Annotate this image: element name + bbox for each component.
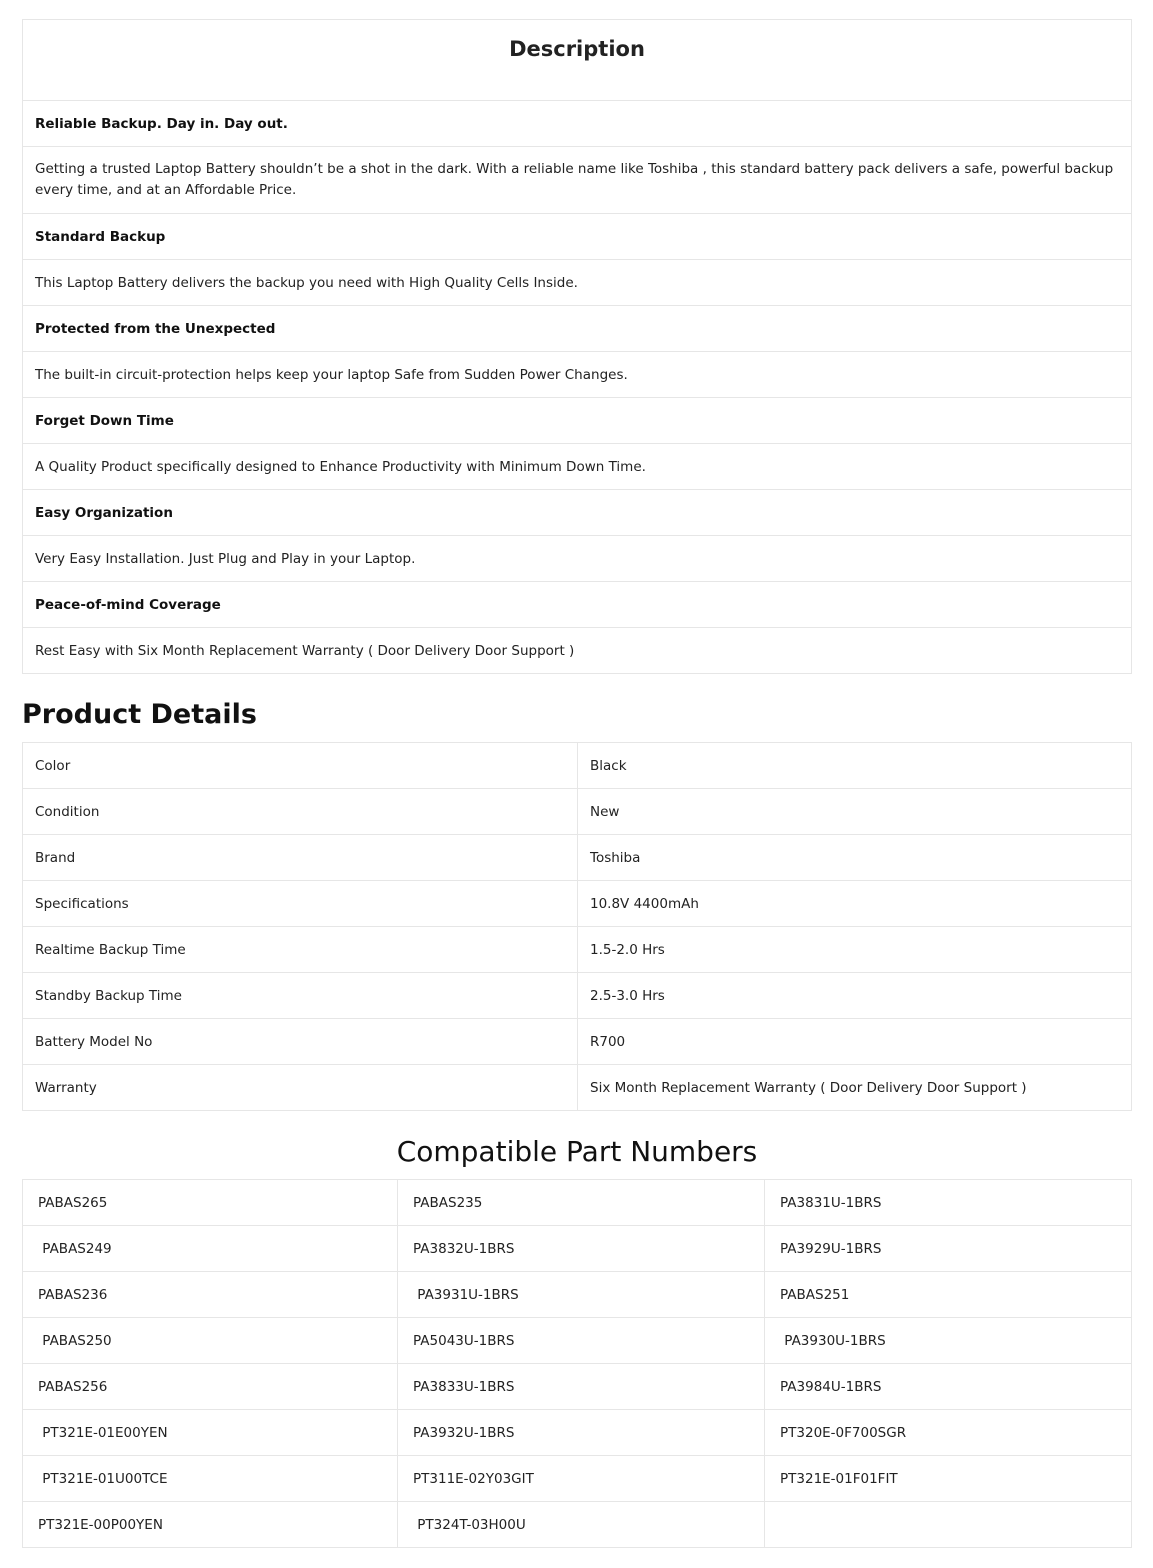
description-text-row — [23, 444, 1132, 490]
part-number — [765, 1502, 1132, 1548]
product-detail-row — [23, 789, 1132, 835]
compatible-parts-title: Compatible Part Numbers — [396, 1135, 758, 1168]
product-detail-label: Brand — [23, 835, 578, 881]
description-text-row — [23, 536, 1132, 582]
part-number: PA3832U-1BRS — [398, 1226, 765, 1272]
part-number: PT320E-0F700SGR — [765, 1410, 1132, 1456]
part-number: PA3831U-1BRS — [765, 1180, 1132, 1226]
product-detail-row — [23, 1019, 1132, 1065]
part-number: PA3984U-1BRS — [765, 1364, 1132, 1410]
compatible-parts-row — [23, 1410, 1132, 1456]
part-number: PA3932U-1BRS — [398, 1410, 765, 1456]
part-number: PABAS251 — [765, 1272, 1132, 1318]
description-text-row — [23, 352, 1132, 398]
product-detail-value: 2.5-3.0 Hrs — [578, 973, 1132, 1019]
description-text-row — [23, 260, 1132, 306]
product-detail-label: Color — [23, 743, 578, 789]
description-heading: Forget Down Time — [23, 398, 1132, 444]
description-text: The built-in circuit-protection helps keep your laptop Safe from Sudden Power Changes. — [23, 352, 1132, 398]
product-detail-row — [23, 835, 1132, 881]
part-number: PT321E-01F01FIT — [765, 1456, 1132, 1502]
product-detail-label: Condition — [23, 789, 578, 835]
description-heading: Protected from the Unexpected — [23, 306, 1132, 352]
description-text: Very Easy Installation. Just Plug and Play in your Laptop. — [23, 536, 1132, 582]
part-number: PT324T-03H00U — [398, 1502, 765, 1548]
product-detail-label: Warranty — [23, 1065, 578, 1111]
compatible-parts-row — [23, 1272, 1132, 1318]
description-title: Description — [509, 37, 645, 61]
part-number: PT311E-02Y03GIT — [398, 1456, 765, 1502]
description-text-row — [23, 147, 1132, 214]
part-number: PA3833U-1BRS — [398, 1364, 765, 1410]
compatible-parts-row — [23, 1502, 1132, 1548]
part-number: PABAS235 — [398, 1180, 765, 1226]
part-number: PABAS265 — [23, 1180, 398, 1226]
part-number: PABAS249 — [23, 1226, 398, 1272]
product-detail-label: Realtime Backup Time — [23, 927, 578, 973]
description-title-cell — [23, 20, 1132, 101]
part-number: PA3931U-1BRS — [398, 1272, 765, 1318]
product-detail-value: Black — [578, 743, 1132, 789]
product-detail-label: Battery Model No — [23, 1019, 578, 1065]
product-detail-value: 10.8V 4400mAh — [578, 881, 1132, 927]
description-heading-row — [23, 101, 1132, 147]
product-detail-label: Standby Backup Time — [23, 973, 578, 1019]
part-number: PA3930U-1BRS — [765, 1318, 1132, 1364]
description-heading-row — [23, 398, 1132, 444]
compatible-parts-table — [22, 1179, 1132, 1548]
compatible-parts-row — [23, 1226, 1132, 1272]
description-heading-row — [23, 306, 1132, 352]
part-number: PABAS250 — [23, 1318, 398, 1364]
product-detail-row — [23, 881, 1132, 927]
compatible-parts-row — [23, 1364, 1132, 1410]
product-detail-label: Specifications — [23, 881, 578, 927]
part-number: PT321E-01E00YEN — [23, 1410, 398, 1456]
description-text: A Quality Product specifically designed to Enhance Productivity with Minimum Down Time. — [23, 444, 1132, 490]
product-detail-value: Toshiba — [578, 835, 1132, 881]
description-title-row — [23, 20, 1132, 101]
description-heading-row — [23, 214, 1132, 260]
part-number: PABAS256 — [23, 1364, 398, 1410]
compatible-parts-row — [23, 1456, 1132, 1502]
part-number: PA3929U-1BRS — [765, 1226, 1132, 1272]
part-number: PA5043U-1BRS — [398, 1318, 765, 1364]
description-table — [22, 19, 1132, 674]
product-detail-value: Six Month Replacement Warranty ( Door Delivery Door Support ) — [578, 1065, 1132, 1111]
compatible-parts-row — [23, 1318, 1132, 1364]
description-text: Getting a trusted Laptop Battery shouldn’t be a shot in the dark. With a reliable name like Toshiba , this standard battery pack delivers a safe, powerful backup every time, and at an Affordable Price. — [23, 147, 1132, 214]
description-text: Rest Easy with Six Month Replacement Warranty ( Door Delivery Door Support ) — [23, 628, 1132, 674]
part-number: PT321E-01U00TCE — [23, 1456, 398, 1502]
product-details-table — [22, 742, 1132, 1111]
product-detail-row — [23, 927, 1132, 973]
product-detail-row — [23, 1065, 1132, 1111]
description-heading: Reliable Backup. Day in. Day out. — [23, 101, 1132, 147]
description-heading: Peace-of-mind Coverage — [23, 582, 1132, 628]
description-heading: Easy Organization — [23, 490, 1132, 536]
description-heading: Standard Backup — [23, 214, 1132, 260]
product-detail-row — [23, 973, 1132, 1019]
description-heading-row — [23, 582, 1132, 628]
product-details-title: Product Details — [22, 699, 257, 730]
description-heading-row — [23, 490, 1132, 536]
product-detail-value: R700 — [578, 1019, 1132, 1065]
description-text-row — [23, 628, 1132, 674]
description-text: This Laptop Battery delivers the backup you need with High Quality Cells Inside. — [23, 260, 1132, 306]
product-detail-row — [23, 743, 1132, 789]
compatible-parts-row — [23, 1180, 1132, 1226]
product-detail-value: 1.5-2.0 Hrs — [578, 927, 1132, 973]
page-content — [22, 19, 1132, 1548]
part-number: PABAS236 — [23, 1272, 398, 1318]
part-number: PT321E-00P00YEN — [23, 1502, 398, 1548]
product-detail-value: New — [578, 789, 1132, 835]
